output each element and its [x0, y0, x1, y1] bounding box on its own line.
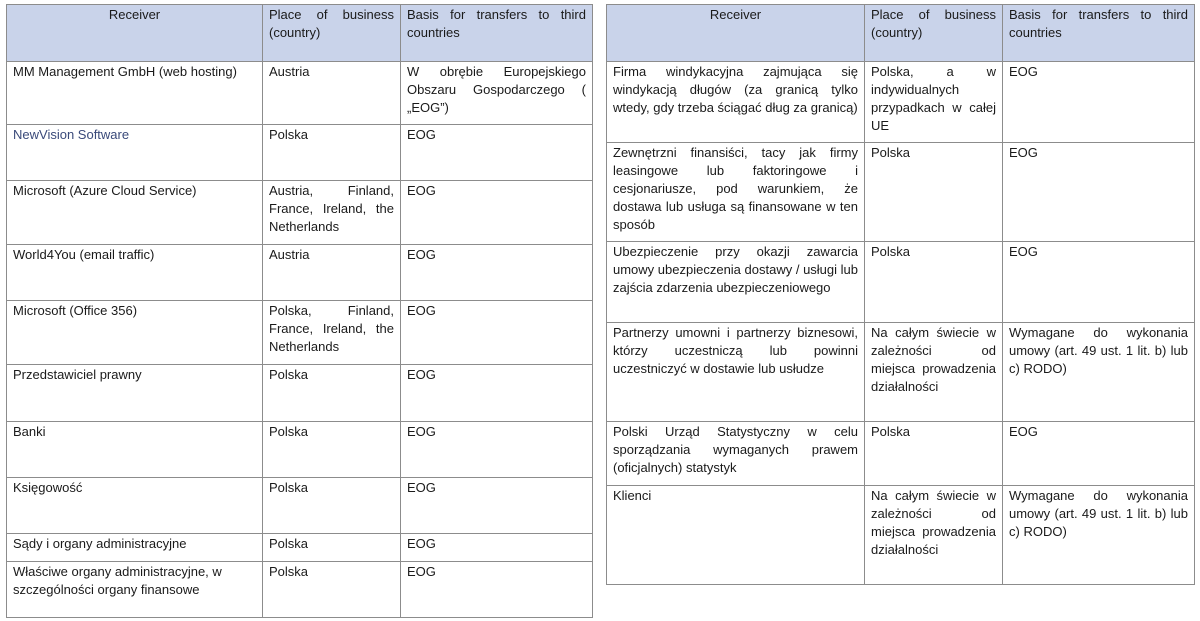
place-cell: Polska — [263, 534, 401, 562]
receiver-header: Receiver — [7, 5, 263, 62]
place-cell: Polska, Finland, France, Ireland, the Netherlands — [263, 301, 401, 365]
place-cell: Na całym świecie w zależności od miejsca prowadzenia działalności — [865, 323, 1003, 422]
receiver-cell: Ubezpieczenie przy okazji zawarcia umowy ubezpieczenia dostawy / usługi lub zajścia zdarzenia ubezpieczeniowego — [607, 242, 865, 323]
basis-cell: EOG — [1003, 422, 1195, 486]
recipients-table-left — [6, 4, 593, 618]
place-cell: Polska — [865, 143, 1003, 242]
basis-cell: EOG — [401, 125, 593, 181]
receiver-cell: Przedstawiciel prawny — [7, 365, 263, 422]
place-header: Place of business (country) — [263, 5, 401, 62]
table-row — [607, 62, 1195, 143]
basis-cell: Wymagane do wykonania umowy (art. 49 ust. 1 lit. b) lub c) RODO) — [1003, 323, 1195, 422]
basis-cell: W obrębie Europejskiego Obszaru Gospodarczego ( „EOG”) — [401, 62, 593, 125]
place-cell: Na całym świecie w zależności od miejsca prowadzenia działalności — [865, 486, 1003, 585]
basis-cell: EOG — [401, 478, 593, 534]
place-cell: Polska, a w indywidualnych przypadkach w całej UE — [865, 62, 1003, 143]
table-row — [7, 301, 593, 365]
place-header: Place of business (country) — [865, 5, 1003, 62]
receiver-cell: Właściwe organy administracyjne, w szczególności organy finansowe — [7, 562, 263, 618]
table-row — [607, 323, 1195, 422]
receiver-cell: Klienci — [607, 486, 865, 585]
table-row — [7, 562, 593, 618]
basis-header: Basis for transfers to third countries — [401, 5, 593, 62]
receiver-cell: Księgowość — [7, 478, 263, 534]
place-cell: Polska — [263, 125, 401, 181]
receiver-cell: Banki — [7, 422, 263, 478]
receiver-cell: Sądy i organy administracyjne — [7, 534, 263, 562]
basis-cell: EOG — [401, 181, 593, 245]
table-row — [607, 242, 1195, 323]
table-row — [7, 478, 593, 534]
place-cell: Polska — [865, 242, 1003, 323]
table-row — [7, 245, 593, 301]
receiver-cell: Partnerzy umowni i partnerzy biznesowi, którzy uczestniczą lub powinni uczestniczyć w dostawie lub usłudze — [607, 323, 865, 422]
basis-header: Basis for transfers to third countries — [1003, 5, 1195, 62]
header-row — [7, 5, 593, 62]
place-cell: Polska — [263, 422, 401, 478]
receiver-cell: Microsoft (Azure Cloud Service) — [7, 181, 263, 245]
place-cell: Austria — [263, 62, 401, 125]
place-cell: Polska — [263, 365, 401, 422]
place-cell: Austria — [263, 245, 401, 301]
basis-cell: EOG — [401, 534, 593, 562]
receiver-cell: NewVision Software — [7, 125, 263, 181]
table-row — [7, 422, 593, 478]
table-row — [607, 486, 1195, 585]
basis-cell: EOG — [1003, 143, 1195, 242]
table-row — [7, 181, 593, 245]
receiver-cell: Microsoft (Office 356) — [7, 301, 263, 365]
place-cell: Polska — [263, 562, 401, 618]
basis-cell: EOG — [401, 562, 593, 618]
receiver-cell: MM Management GmbH (web hosting) — [7, 62, 263, 125]
table-row — [607, 143, 1195, 242]
receiver-cell: Polski Urząd Statystyczny w celu sporządzania wymaganych prawem (oficjalnych) statystyk — [607, 422, 865, 486]
receiver-cell: Firma windykacyjna zajmująca się windykacją długów (za granicą tylko wtedy, gdy trzeba ściągać dług za granicą) — [607, 62, 865, 143]
header-row — [607, 5, 1195, 62]
basis-cell: EOG — [1003, 242, 1195, 323]
table-row — [607, 422, 1195, 486]
receiver-header: Receiver — [607, 5, 865, 62]
recipients-table-right — [606, 4, 1195, 585]
table-row — [7, 365, 593, 422]
place-cell: Polska — [263, 478, 401, 534]
table-row — [7, 62, 593, 125]
basis-cell: EOG — [1003, 62, 1195, 143]
basis-cell: Wymagane do wykonania umowy (art. 49 ust. 1 lit. b) lub c) RODO) — [1003, 486, 1195, 585]
table-row — [7, 125, 593, 181]
basis-cell: EOG — [401, 245, 593, 301]
receiver-cell: Zewnętrzni finansiści, tacy jak firmy leasingowe lub faktoringowe i cesjonariusze, pod warunkiem, że dostawa lub usługa są finansowane w ten sposób — [607, 143, 865, 242]
basis-cell: EOG — [401, 365, 593, 422]
place-cell: Polska — [865, 422, 1003, 486]
receiver-cell: World4You (email traffic) — [7, 245, 263, 301]
basis-cell: EOG — [401, 422, 593, 478]
place-cell: Austria, Finland, France, Ireland, the Netherlands — [263, 181, 401, 245]
basis-cell: EOG — [401, 301, 593, 365]
table-row — [7, 534, 593, 562]
